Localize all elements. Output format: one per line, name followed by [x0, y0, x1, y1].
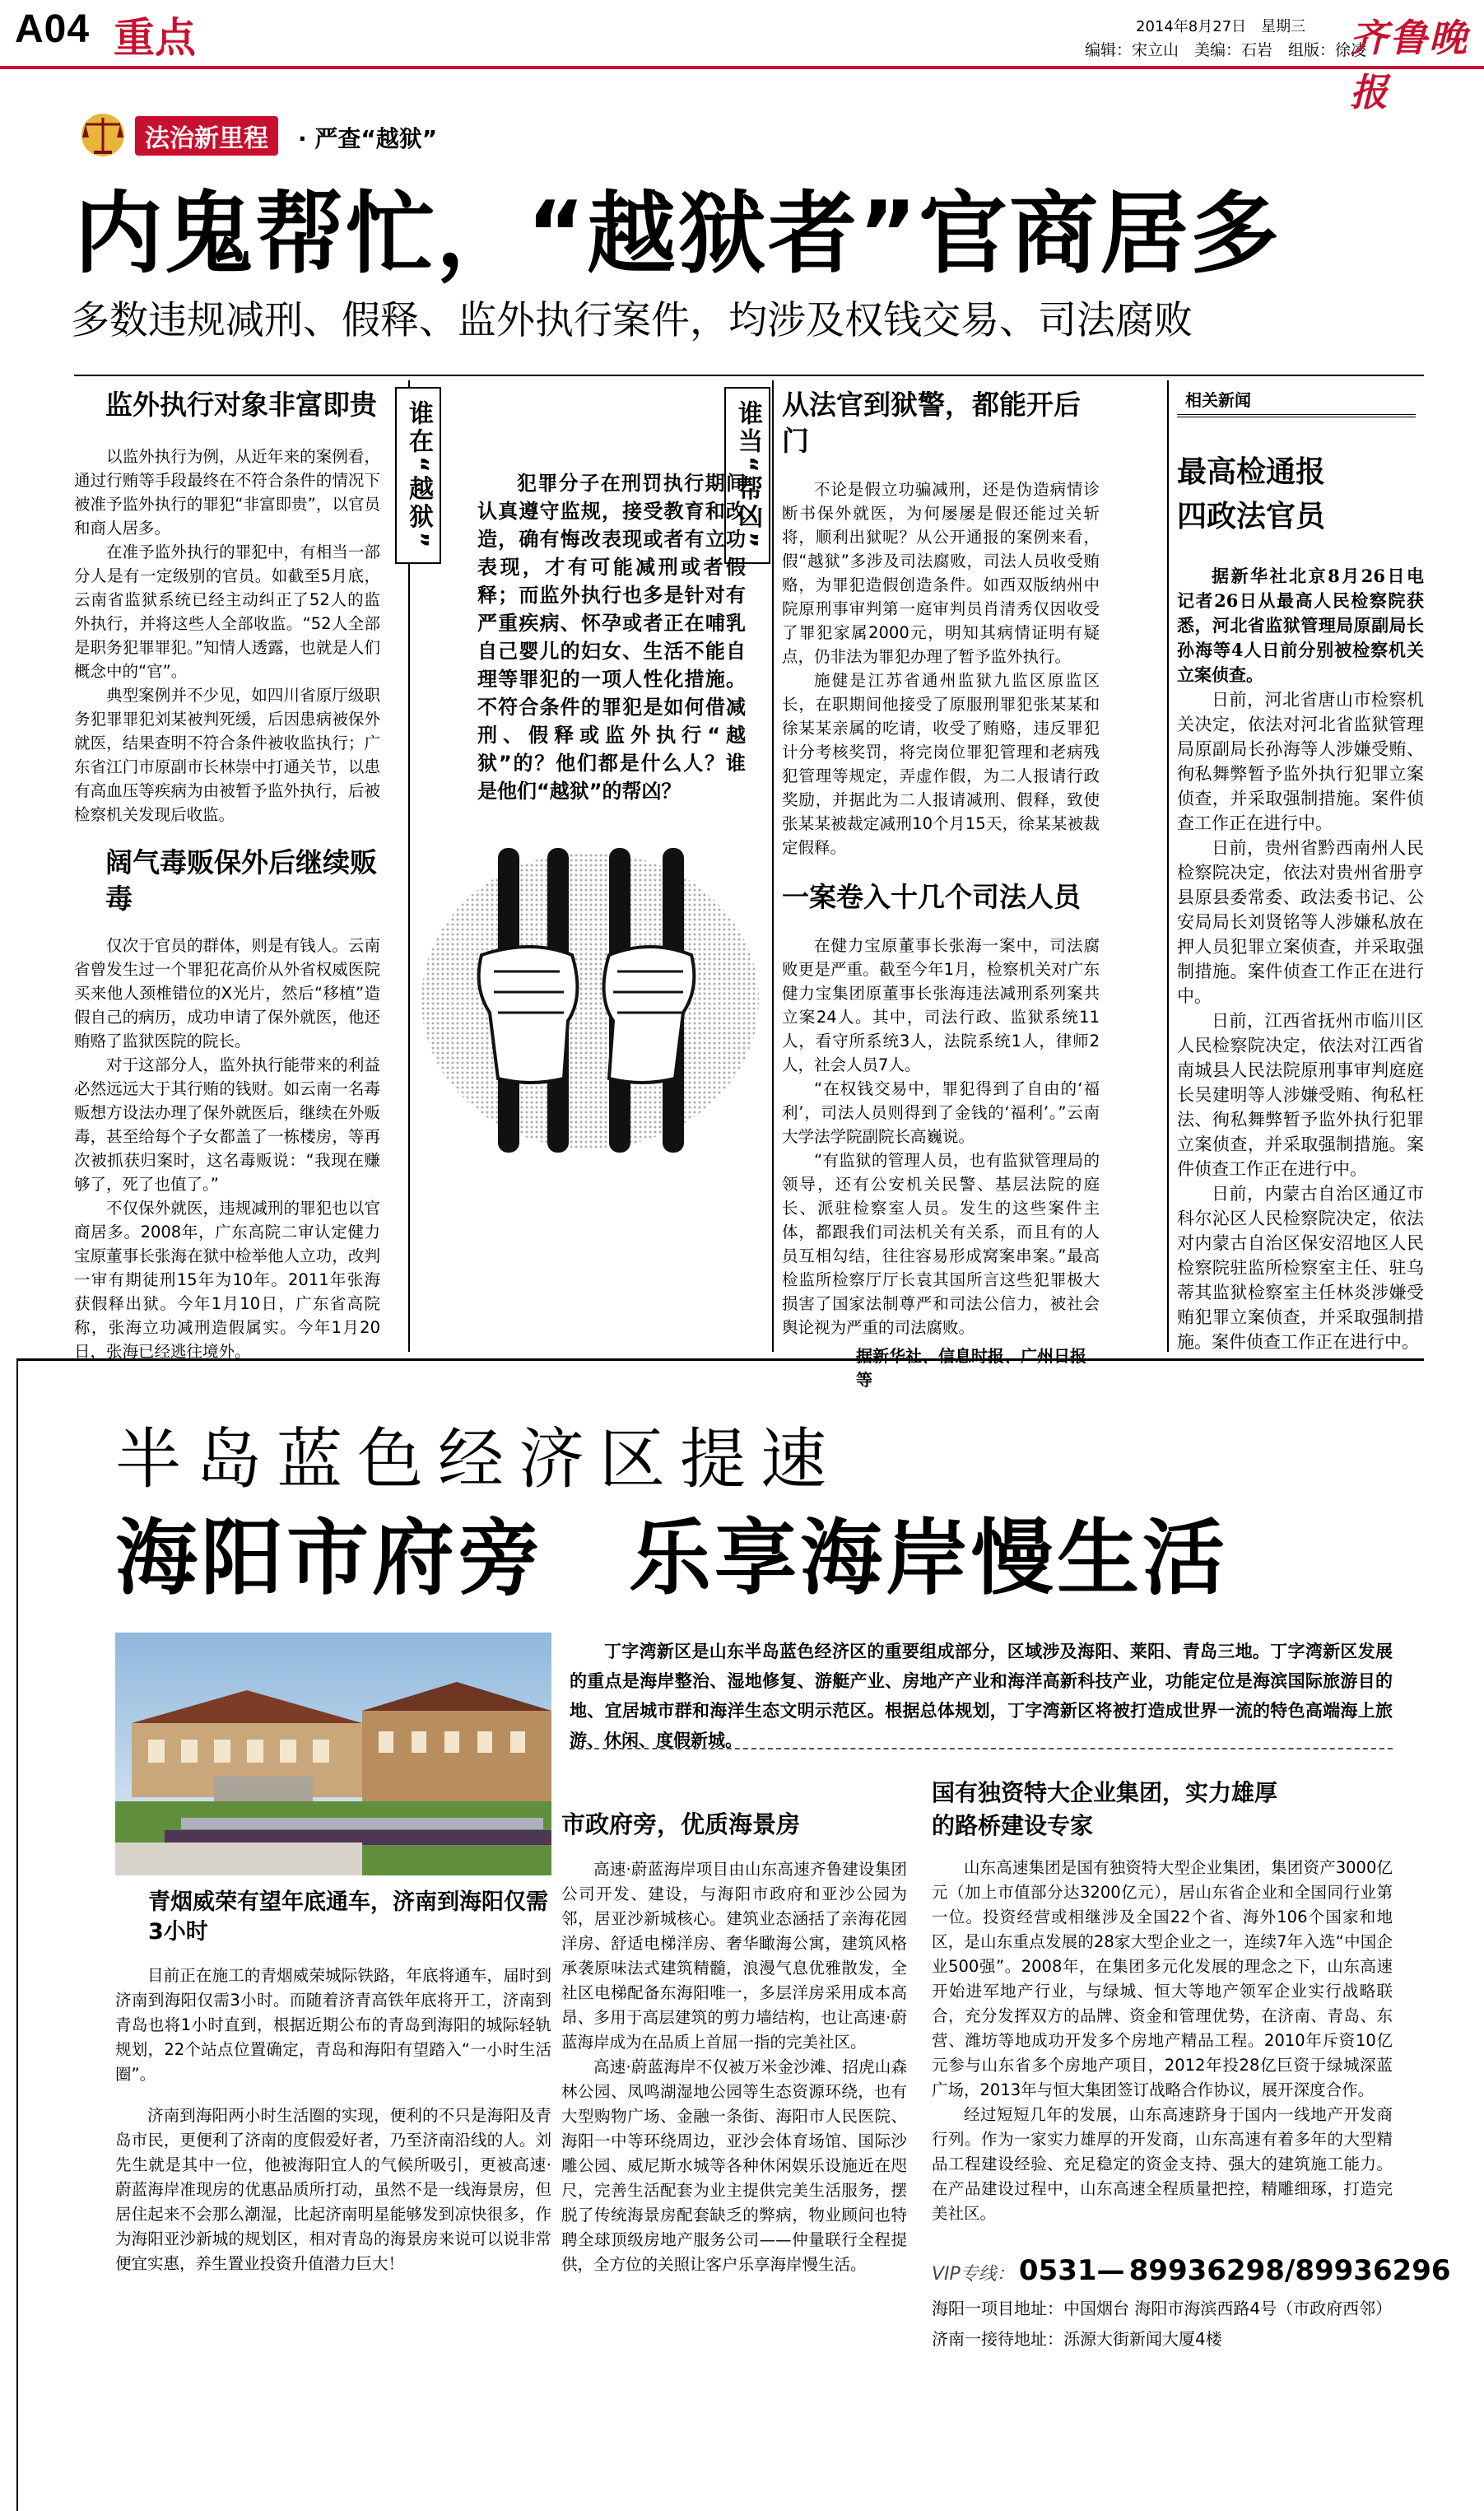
column-tag [74, 111, 453, 159]
right-section-title-2: 一案卷入十几个司法人员 [782, 881, 1081, 913]
ad-intro: 丁字湾新区是山东半岛蓝色经济区的重要组成部分，区域涉及海阳、莱阳、青岛三地。丁字湾新区发展的重点是海岸整治、湿地修复、游艇产业、房地产产业和海洋高新科技产业，功能定位是海滨国际旅游目的地、宜居城市群和海洋生态文明示范区。根据总体规划，丁字湾新区将被打造成世界一流的特色高端海上旅游、休闲、度假新城。 [570, 1642, 1393, 1750]
ad-column-3 [932, 1777, 1451, 2350]
sidebar-title-line-1: 最高检通报 [1177, 455, 1326, 489]
column-subtitle: · 严查“越狱” [298, 125, 438, 152]
ad-column-1 [115, 1888, 551, 2276]
ad-col2-title: 市政府旁，优质海景房 [561, 1810, 801, 1838]
paragraph: 日前，江西省抚州市临川区人民检察院决定，依法对江西省南城县人民法院原刑事审判庭庭长吴建明等人涉嫌受贿、徇私枉法、徇私舞弊暂予监外执行犯罪立案侦查，并采取强制措施。案件侦查工作正在进行中。 [1177, 1011, 1424, 1179]
paragraph: 在健力宝原董事长张海一案中，司法腐败更是严重。截至今年1月，检察机关对广东健力宝集团原董事长张海违法减刑系列案共立案24人。其中，司法行政、监狱系统11人，看守所系统3人，法院系统1人，律师2人，社会人员7人。 [782, 936, 1100, 1074]
paragraph: “在权钱交易中，罪犯得到了自由的‘福利’，司法人员则得到了金钱的‘福利’。”云南大学法学院副院长高巍说。 [782, 1079, 1100, 1146]
paragraph: 不仅保外就医，违规减刑的罪犯也以官商居多。2008年，广东高院二审认定健力宝原董事长张海在狱中检举他人立功，改判一审有期徒刑15年为10年。2011年张海获假释出狱。今年1月10日，广东省高院称，张海立功减刑造假属实。今年1月20日，张海已经逃往境外。 [74, 1199, 380, 1361]
paragraph: 济南到海阳两小时生活圈的实现，便利的不只是海阳及青岛市民，更便利了济南的度假爱好者，乃至济南沿线的人。刘先生就是其中一位，他被海阳宜人的气候所吸引，更被高速·蔚蓝海岸准现房的优惠品质所打动，虽然不是一线海景房，但居住起来不会那么潮湿，比起济南明星能够发到凉快很多，作为海阳亚沙新城的规划区，相对青岛的海景房来说可以说非常便宜实惠，养生置业投资升值潜力巨大！ [115, 2106, 551, 2273]
left-column [74, 387, 380, 1363]
paragraph: 经过短短几年的发展，山东高速跻身于国内一线地产开发商行列。作为一家实力雄厚的开发商，山东高速有着多年的大型精品工程建设经验、充足稳定的资金支持、强大的建筑施工能力。在产品建设过程中，山东高速全程质量把控，精雕细琢，打造完美社区。 [932, 2105, 1393, 2223]
center-quote: 犯罪分子在刑罚执行期间认真遵守监规，接受教育和改造，确有悔改表现或者有立功表现，才有可能减刑或者假释；而监外执行也多是针对有严重疾病、怀孕或者正在哺乳自己婴儿的妇女、生活不能自理等罪犯的一项人性化措施。不符合条件的罪犯是如何借减刑、假释或监外执行“越狱”的？他们都是什么人？谁是他们“越狱”的帮凶？ [477, 472, 746, 803]
ad-col2-body [561, 1857, 907, 2277]
resort-photo [115, 1633, 551, 1875]
vip-label: VIP专线： [932, 2264, 1015, 2285]
sidebar-rule [1167, 380, 1169, 1352]
left-body-2 [74, 934, 380, 1363]
column-name: 法治新里程 [135, 116, 278, 156]
ad-col1-title: 青烟威荣有望年底通车，济南到海阳仅需3小时 [148, 1889, 548, 1945]
issue-date: 2014年8月27日 星期三 [1136, 18, 1306, 35]
paragraph: 日前，贵州省黔西南州人民检察院决定，依法对贵州省册亨县原县委常委、政法委书记、公安局局长刘贤铭等人涉嫌私放在押人员犯罪立案侦查，并采取强制措施。案件侦查工作正在进行中。 [1177, 838, 1424, 1006]
reception-address: 济南一接待地址：泺源大街新闻大厦4楼 [932, 2329, 1222, 2349]
paragraph: 高速·蔚蓝海岸不仅被万米金沙滩、招虎山森林公园、凤鸣湖湿地公园等生态资源环绕，也有大型购物广场、金融一条街、海阳市人民医院、海阳一中等环绕周边，亚沙会体育场馆、国际沙雕公园、威尼斯水城等各种休闲娱乐设施近在咫尺，完善生活配套为业主提供完美生活服务，摆脱了传统海景房配套缺乏的弊病，物业顾问也特聘全球顶级房地产服务公司——仲量联行全程提供，全方位的关照让客户乐享海岸慢生活。 [561, 2057, 907, 2274]
section-name: 重点 [114, 14, 196, 62]
editors-line: 编辑：宋立山 美编：石岩 组版：徐凌 [1085, 41, 1367, 59]
ad-headline: 海阳市府旁 乐享海岸慢生活 [115, 1510, 1228, 1606]
paragraph: 在准予监外执行的罪犯中，有相当一部分人是有一定级别的官员。如截至5月底，云南省监狱系统已经主动纠正了52人的监外执行，并将这些人全部收监。“52人全部是职务犯罪罪犯。”知情人透露，也就是人们概念中的“官”。 [74, 543, 380, 681]
left-body-1 [74, 445, 380, 827]
ad-col3-title: 国有独资特大企业集团，实力雄厚的路桥建设专家 [932, 1779, 1278, 1839]
paragraph: 施健是江苏省通州监狱九监区原监区长，在职期间他接受了原服刑罪犯张某某和徐某某亲属的吃请，收受了贿赂，违反罪犯计分考核奖罚，将完岗位罪犯管理和老病残犯管理等规定，弄虚作假，为二人报请行政奖励，并据此为二人报请减刑、假释，致使张某某被裁定减刑10个月15天，徐某某被裁定假释。 [782, 671, 1100, 857]
vip-prefix: 0531— [1018, 2254, 1125, 2287]
right-section-title-1: 从法官到狱警，都能开后门 [782, 389, 1081, 457]
paragraph: 仅次于官员的群体，则是有钱人。云南省曾发生过一个罪犯花高价从外省权威医院买来他人颈椎错位的X光片，然后“移植”造假自己的病历，成功申请了保外就医，他还贿赂了监狱医院的院长。 [74, 936, 380, 1051]
label-who-helped: 谁当“帮凶” [724, 387, 770, 564]
scales-of-justice-icon [74, 111, 132, 159]
news-source: 据新华社、信息时报、广州日报等 [856, 1346, 1086, 1390]
right-body-1 [782, 478, 1100, 860]
advertisement-panel [16, 1358, 1451, 2511]
sidebar-title-line-2: 四政法官员 [1177, 500, 1326, 533]
paragraph: 据新华社北京8月26日电 记者26日从最高人民检察院获悉，河北省监狱管理局原副局长孙海等4人日前分别被检察机关立案侦查。 [1177, 566, 1441, 685]
right-column [782, 387, 1100, 1391]
ad-kicker: 半岛蓝色经济区提速 [115, 1421, 841, 1498]
prison-bars-illustration [416, 848, 765, 1153]
paragraph: 不论是假立功骗减刑，还是伪造病情诊断书保外就医，为何屡屡是假还能过关斩将，顺利出狱呢？从公开通报的案例来看，假“越狱”多涉及司法腐败，司法人员收受贿赂，为罪犯造假创造条件。如西双版纳州中院原刑事审判第一庭审判员肖清秀仅因收受了罪犯家属2000元，明知其病情证明有疑点，仍非法为罪犯办理了暂予监外执行。 [782, 480, 1100, 666]
top-content-rule [74, 375, 1424, 376]
ad-col3-body [932, 1856, 1393, 2226]
ad-column-2 [561, 1810, 907, 2277]
sidebar-header: 相关新闻 [1177, 387, 1416, 417]
page-number: A04 [15, 7, 91, 51]
left-section-title-1: 监外执行对象非富即贵 [105, 389, 377, 421]
newspaper-logo: 齐鲁晚报 [1350, 16, 1468, 114]
paragraph: 日前，河北省唐山市检察机关决定，依法对河北省监狱管理局原副局长孙海等人涉嫌受贿、徇私舞弊暂予监外执行犯罪立案侦查，并采取强制措施。案件侦查工作正在进行中。 [1177, 690, 1424, 833]
ad-dotted-rule [570, 1748, 1393, 1749]
project-address: 海阳一项目地址：中国烟台 海阳市海滨西路4号（市政府西邻） [932, 2299, 1393, 2318]
label-who-escaped: 谁在“越狱” [395, 387, 441, 564]
ad-col1-body [115, 1964, 551, 2276]
paragraph: 目前正在施工的青烟威荣城际铁路，年底将通车，届时到济南到海阳仅需3小时。而随着济青高铁年底将开工，济南到青岛也将1小时直到，根据近期公布的青岛到海阳的城际轻轨规划，22个站点位置确定，青岛和海阳有望踏入“一小时生活圈”。 [115, 1966, 551, 2084]
paragraph: 对于这部分人，监外执行能带来的利益必然远远大于其行贿的钱财。如云南一名毒贩想方设法办理了保外就医后，继续在外贩毒，甚至给每个子女都盖了一栋楼房，等再次被抓获归案时，这名毒贩说：“我现在赚够了，死了也值了。” [74, 1055, 380, 1194]
page-header [0, 0, 1484, 114]
paragraph: 典型案例并不少见，如四川省原厅级职务犯罪罪犯刘某被判死缓，后因患病被保外就医，结果查明不符合条件被收监执行；广东省江门市原副市长林崇中打通关节，以患有高血压等疾病为由被暂予监外执行，后被检察机关发现后收监。 [74, 686, 380, 824]
paragraph: “有监狱的管理人员，也有监狱管理局的领导，还有公安机关民警、基层法院的庭长、派驻检察室人员。发生的这些案件主体，都跟我们司法机关有关系，而且有的人员互相勾结，往往容易形成窝案串案。”最高检监所检察厅厅长袁其国所言这些犯罪极大损害了国家法制尊严和司法公信力，被社会舆论视为严重的司法腐败。 [782, 1151, 1100, 1337]
sub-headline: 多数违规减刑、假释、监外执行案件，均涉及权钱交易、司法腐败 [71, 298, 1193, 343]
sidebar-body [1177, 564, 1441, 1354]
right-body-2 [782, 934, 1100, 1339]
main-headline: 内鬼帮忙，“越狱者”官商居多 [74, 183, 1281, 286]
left-section-title-2: 阔气毒贩保外后继续贩毒 [105, 846, 377, 915]
center-divider-right [772, 380, 774, 1352]
related-news-sidebar [1177, 387, 1441, 1354]
paragraph: 日前，内蒙古自治区通辽市科尔沁区人民检察院决定，依法对内蒙古自治区保安沼地区人民检察院驻监所检察室主任、驻乌蒂其监狱检察室主任林炎涉嫌受贿犯罪立案侦查，并采取强制措施。案件侦查工作正在进行中。 [1177, 1184, 1424, 1352]
paragraph: 以监外执行为例，从近年来的案例看，通过行贿等手段最终在不符合条件的情况下被准予监外执行的罪犯“非富即贵”，以官员和商人居多。 [74, 447, 380, 538]
paragraph: 山东高速集团是国有独资特大型企业集团，集团资产3000亿元（加上市值部分达3200亿元），居山东省企业和全国同行业第一位。投资经营或相继涉及全国22个省、海外106个国家和地区，是山东重点发展的28家大型企业之一，连续7年入选“中国企业500强”。2008年，在集团多元化发展的理念之下，山东高速开始进军地产行业，与绿城、恒大等地产领军企业实行战略联合，充分发挥双方的品牌、资金和管理优势，在济南、青岛、东营、潍坊等地成功开发多个房地产精品工程。2010年斥资10亿元参与山东省多个房地产项目，2012年投28亿巨资于绿城深蓝广场，2013年与恒大集团签订战略合作协议，展开深度合作。 [932, 1858, 1393, 2099]
vip-hotline [932, 2254, 1451, 2287]
paragraph: 高速·蔚蓝海岸项目由山东高速齐鲁建设集团公司开发、建设，与海阳市政府和亚沙公园为邻，居亚沙新城核心。建筑业态涵括了亲海花园洋房、舒适电梯洋房、奢华瞰海公寓，建筑风格承袭原味法式建筑精髓，浪漫气息优雅散发，全社区电梯配备东海阳唯一，多层洋房采用成本高昂、多用于高层建筑的剪力墙结构，也让高速·蔚蓝海岸成为在品质上首屈一指的完美社区。 [561, 1860, 907, 2052]
vip-numbers: 89936298/89936296 [1128, 2254, 1451, 2287]
